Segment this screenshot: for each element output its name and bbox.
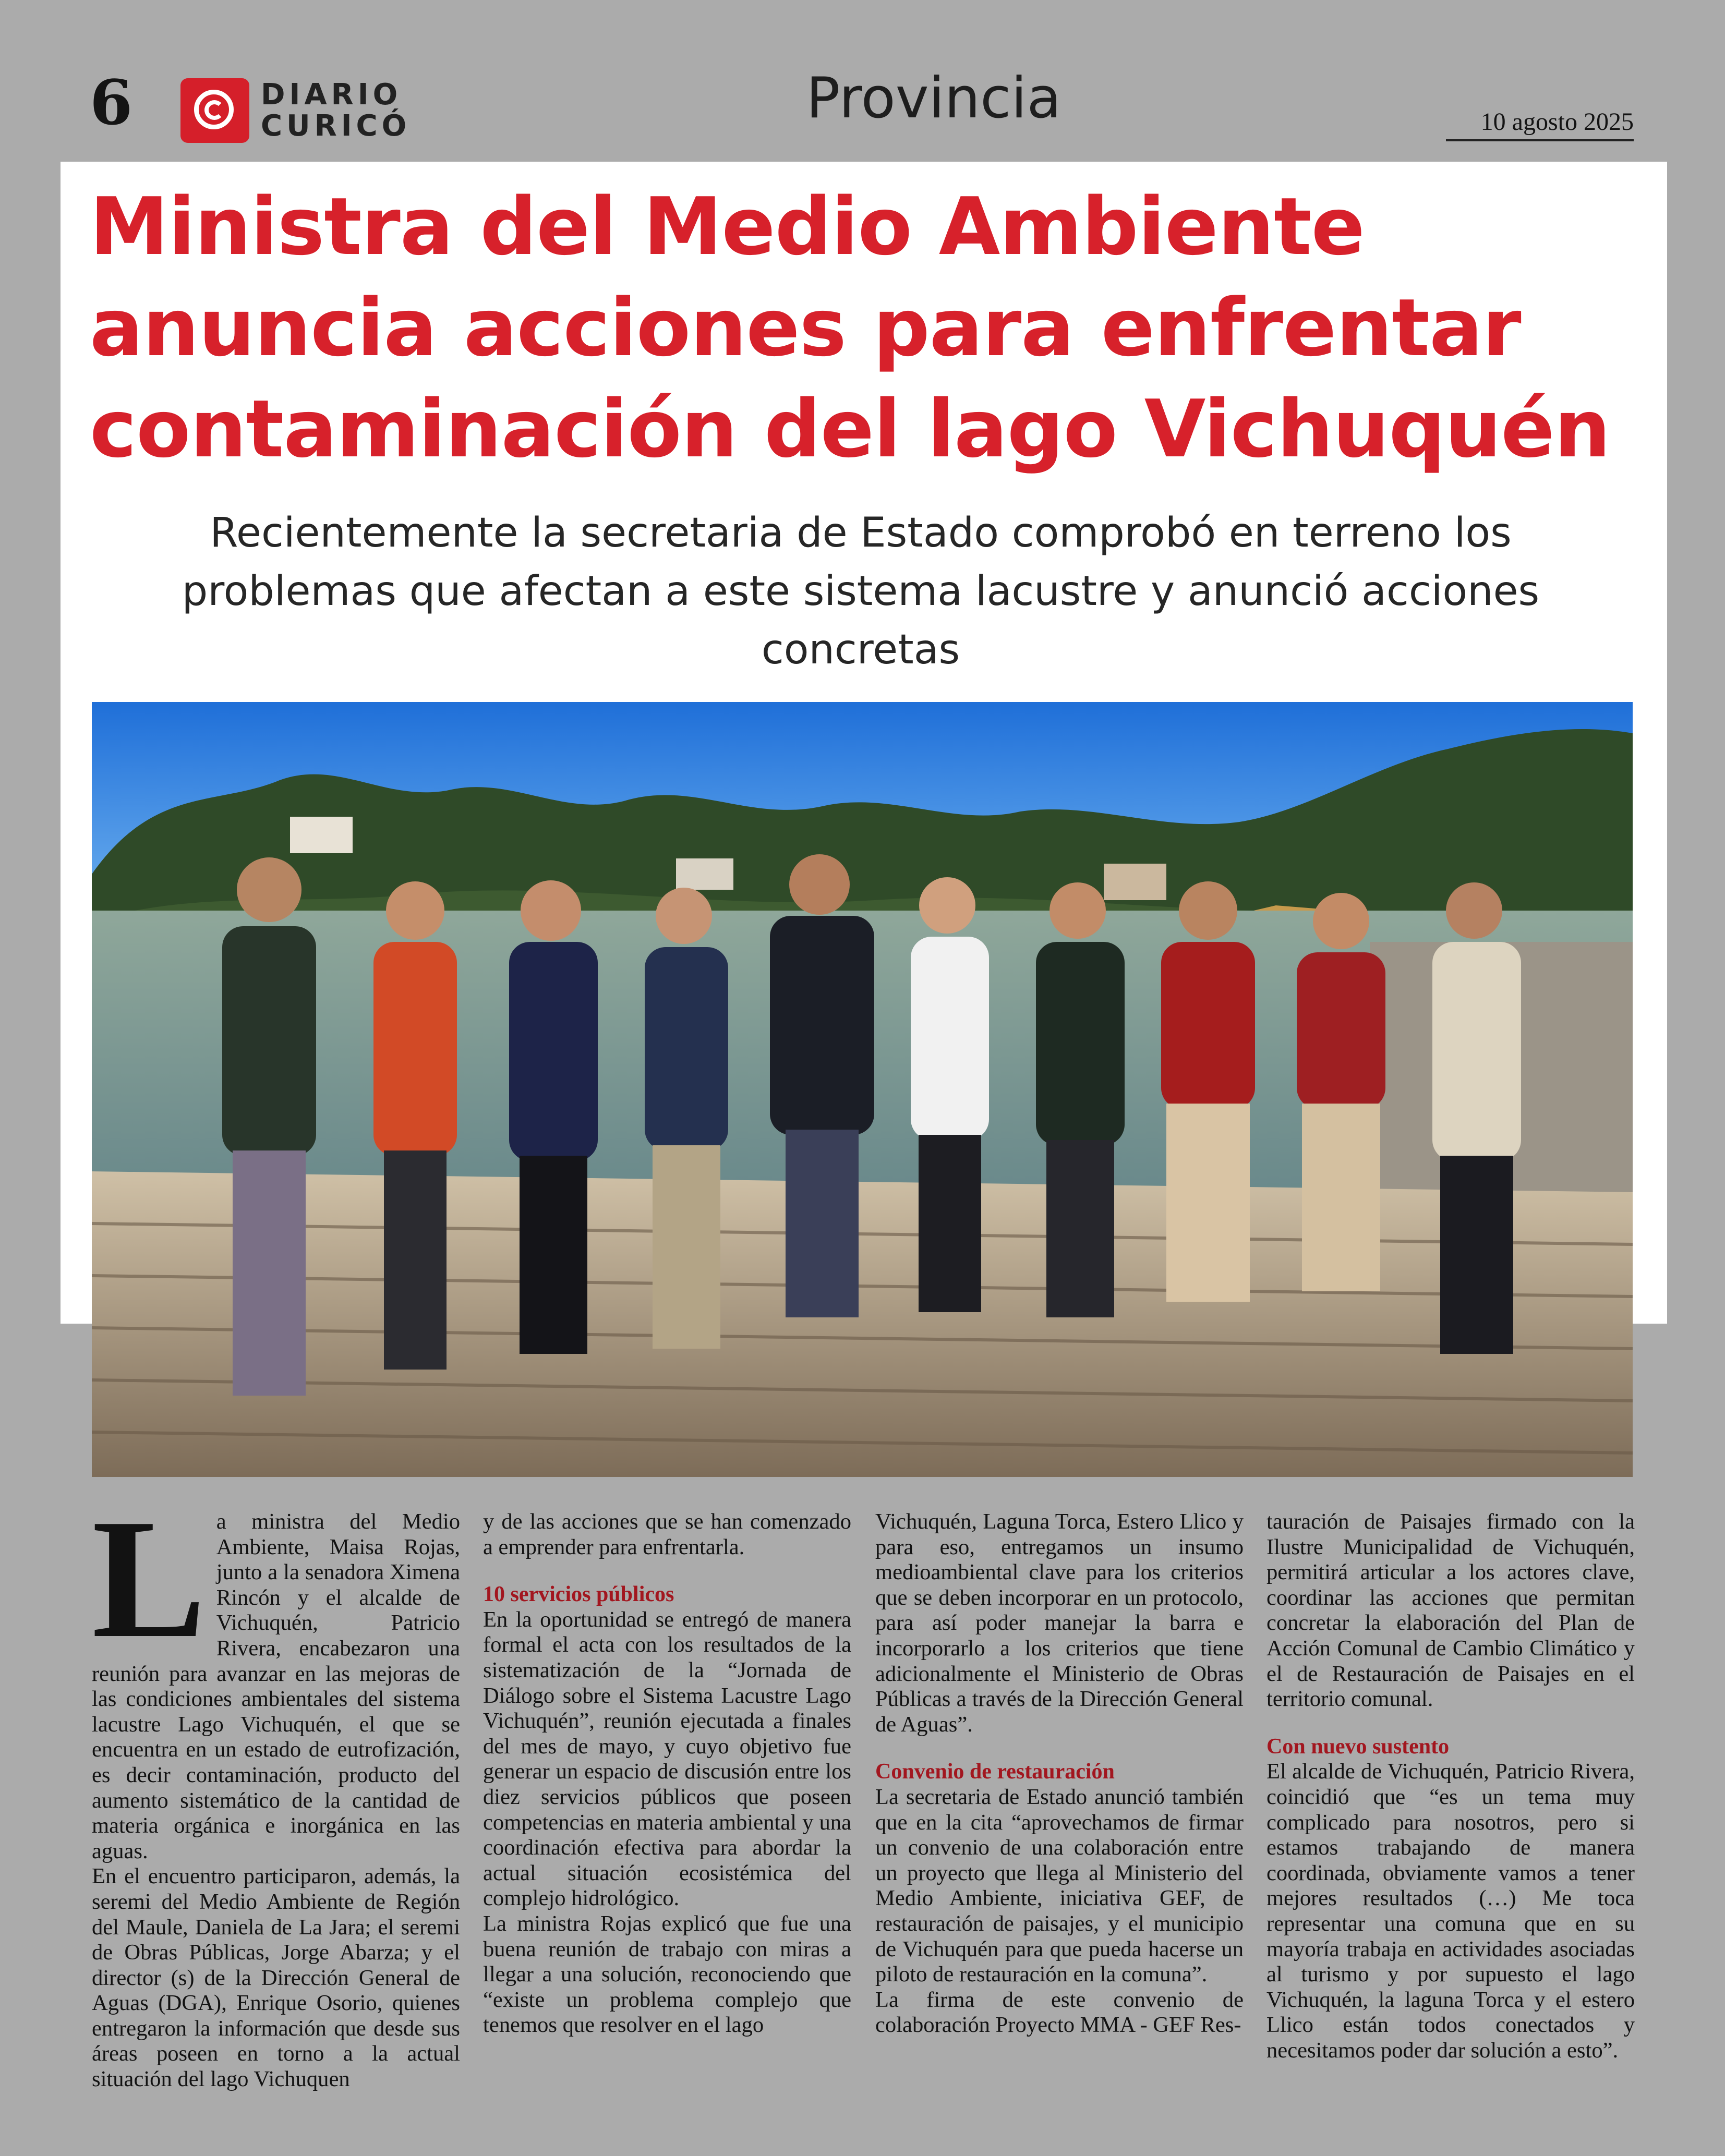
- col4-paragraph-2: El alcalde de Vichuquén, Patricio Rivera, coincidió que “es un tema muy complicado para nosotros, pero si estamos trabajando de manera coordinada, obviamente vamos a tener mejores resultados (…) Me toca representar una comuna que en su mayoría trabaja en actividades asociadas al turismo y por supuesto el lago Vichuquén, la laguna Torca y el estero Llico están todos conectados y necesitamos poder dar solución a esto”.: [1266, 1759, 1635, 2063]
- section-title: Provincia: [806, 66, 1061, 131]
- col4-paragraph-1: tauración de Paisajes firmado con la Ilustre Municipalidad de Vichuquén, permitirá articular a los actores clave, coordinar las acciones que permitan concretar la elaboración del Plan de Acción Comunal de Cambio Climático y el de Restauración de Paisajes en el territorio comunal.: [1266, 1509, 1635, 1712]
- subheading-convenio: Convenio de restauración: [875, 1760, 1115, 1784]
- article-column-2: [483, 1509, 851, 2038]
- issue-date: 10 agosto 2025: [1446, 107, 1634, 141]
- col1-paragraph-2: En el encuentro participaron, además, la seremi del Medio Ambiente de Región del Maule, Daniela de La Jara; el seremi de Obras Públicas, Jorge Abarza; y el director (s) de la Dirección General de Aguas (DGA), Enrique Osorio, quienes entregaron la información que desde sus áreas poseen en torno a la actual situación del lago Vichuquen: [92, 1864, 460, 2092]
- newspaper-logo: [180, 78, 411, 143]
- logo-wordmark: [261, 79, 411, 142]
- drop-cap: L: [92, 1484, 206, 1673]
- logo-line-2: CURICÓ: [261, 109, 411, 143]
- col2-paragraph-2: En la oportunidad se entregó de manera formal el acta con los resultados de la sistematización de la “Jornada de Diálogo sobre el Sistema Lacustre Lago Vichuquén”, reunión ejecutada a finales del mes de mayo, y cuyo objetivo fue generar un espacio de discusión entre los diez servicios públicos que poseen competencias en materia ambiental y una coordinación efectiva para abordar la actual situación ecosistémica del complejo hidrológico.: [483, 1607, 851, 1911]
- col2-paragraph-3: La ministra Rojas explicó que fue una buena reunión de trabajo con miras a llegar a una solución, reconociendo que “existe un problema complejo que tenemos que resolver en el lago: [483, 1911, 851, 2038]
- col3-paragraph-2: La secretaria de Estado anunció también que en la cita “aprovechamos de firmar un convenio de una colaboración entre un proyecto que llega al Ministerio del Medio Ambiente, iniciativa GEF, de restauración de paisajes, y el municipio de Vichuquén para que pueda hacerse un piloto de restauración en la comuna”.: [875, 1784, 1244, 1987]
- article-photo: [92, 702, 1633, 1477]
- article-headline: Ministra del Medio Ambiente anuncia acciones para enfrentar contaminación del lago Vichuquén: [90, 180, 1610, 475]
- logo-line-1: DIARIO: [261, 78, 402, 112]
- col1-paragraph-1: a ministra del Medio Ambiente, Maisa Rojas, junto a la senadora Ximena Rincón y el alcalde de Vichuquén, Patricio Rivera, encabezaron una reunión para avanzar en las mejoras de las condiciones ambientales del sistema lacustre Lago Vichuquén, el que se encuentra en un estado de eutrofización, es decir contaminación, producto del aumento sistemático de la cantidad de materia orgánica e inorgánica en las aguas.: [92, 1509, 460, 1863]
- col3-paragraph-1: Vichuquén, Laguna Torca, Estero Llico y para eso, entregamos un insumo medioambiental clave para los criterios que se deben incorporar en un protocolo, para así poder manejar la barra e incorporarlo a los criterios que tiene adicionalmente el Ministerio de Obras Públicas a través de la Dirección General de Aguas”.: [875, 1509, 1244, 1737]
- subheading-servicios: 10 servicios públicos: [483, 1582, 674, 1607]
- logo-mark-icon: [180, 78, 249, 143]
- article-column-4: [1266, 1509, 1635, 2063]
- subheading-sustento: Con nuevo sustento: [1266, 1734, 1450, 1759]
- group-photo-illustration: [92, 702, 1633, 1477]
- col2-paragraph-1: y de las acciones que se han comenzado a emprender para enfrentarla.: [483, 1509, 851, 1559]
- article-column-3: [875, 1509, 1244, 2038]
- article-column-1: [92, 1484, 460, 2092]
- article-subheadline: Recientemente la secretaria de Estado comprobó en terreno los problemas que afectan a este sistema lacustre y anunció acciones concretas: [182, 510, 1540, 673]
- col3-paragraph-3: La firma de este convenio de colaboración Proyecto MMA - GEF Res-: [875, 1987, 1244, 2038]
- page-number: 6: [90, 66, 133, 139]
